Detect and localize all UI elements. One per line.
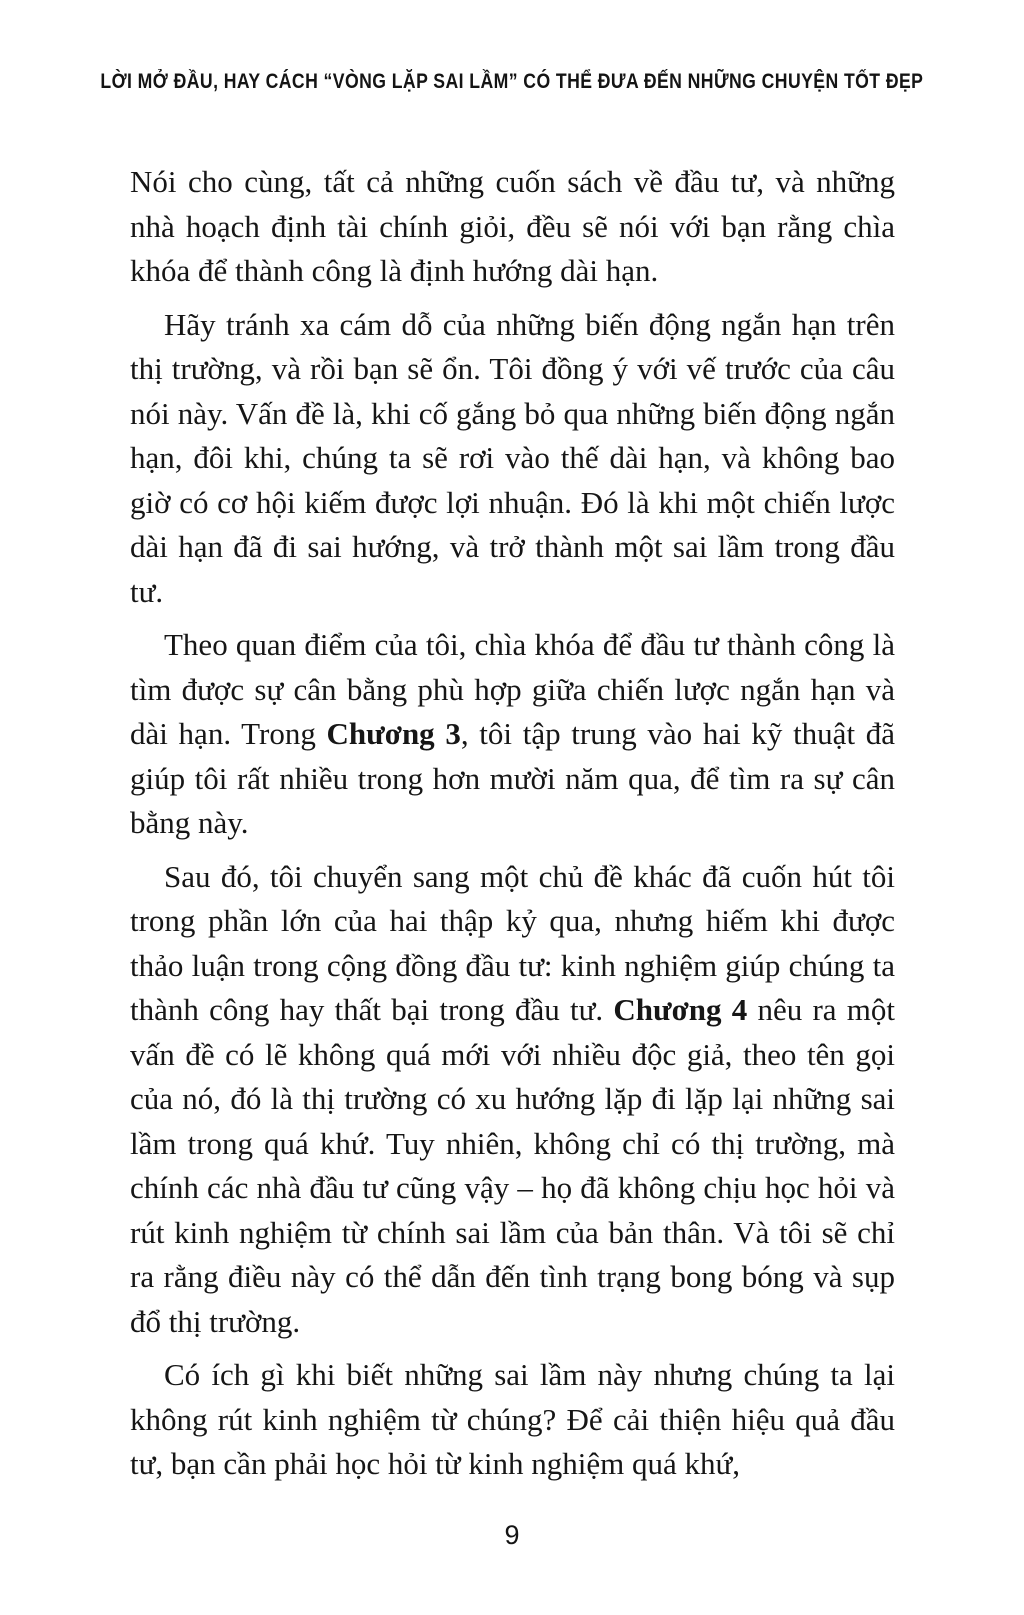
- paragraph-text: Có ích gì khi biết những sai lầm này nhưng chúng ta lại không rút kinh nghiệm từ chúng? Để cải thiện hiệu quả đầu tư, bạn cần phải học hỏi từ kinh nghiệm quá khứ,: [130, 1357, 895, 1481]
- running-header: [0, 70, 1024, 94]
- chapter-reference: Chương 4: [613, 992, 748, 1027]
- paragraph-text: Theo quan điểm của tôi, chìa khóa để đầu tư thành công là tìm được sự cân bằng phù hợp giữa chiến lược ngắn hạn và dài hạn. Trong: [130, 627, 895, 751]
- paragraph-text: Sau đó, tôi chuyển sang một chủ đề khác đã cuốn hút tôi trong phần lớn của hai thập kỷ qua, nhưng hiếm khi được thảo luận trong cộng đồng đầu tư: kinh nghiệm giúp chúng ta thành công hay thất bại trong đầu tư.: [130, 858, 895, 1027]
- paragraph-text: Hãy tránh xa cám dỗ của những biến động ngắn hạn trên thị trường, và rồi bạn sẽ ổn. Tôi đồng ý với vế trước của câu nói này. Vấn đề là, khi cố gắng bỏ qua những biến động ngắn hạn, đôi khi, chúng ta sẽ rơi vào thế dài hạn, và không bao giờ có cơ hội kiếm được lợi nhuận. Đó là khi một chiến lược dài hạn đã đi sai hướng, và trở thành một sai lầm trong đầu tư.: [130, 306, 895, 609]
- paragraph: [130, 623, 895, 846]
- paragraph-text: , tôi tập trung vào hai kỹ thuật đã giúp tôi rất nhiều trong hơn mười năm qua, để tìm ra sự cân bằng này.: [130, 716, 895, 840]
- paragraph-text: nêu ra một vấn đề có lẽ không quá mới với nhiều độc giả, theo tên gọi của nó, đó là thị trường có xu hướng lặp đi lặp lại những sai lầm trong quá khứ. Tuy nhiên, không chỉ có thị trường, mà chính các nhà đầu tư cũng vậy – họ đã không chịu học hỏi và rút kinh nghiệm từ chính sai lầm của bản thân. Và tôi sẽ chỉ ra rằng điều này có thể dẫn đến tình trạng bong bóng và sụp đổ thị trường.: [130, 992, 895, 1339]
- page-body: [130, 160, 895, 1496]
- paragraph: [130, 303, 895, 615]
- page-number: 9: [504, 1520, 520, 1550]
- paragraph: [130, 1353, 895, 1487]
- paragraph: [130, 855, 895, 1345]
- paragraph: [130, 160, 895, 294]
- running-header-text: LỜI MỞ ĐẦU, HAY CÁCH “VÒNG LẶP SAI LẦM” CÓ THỂ ĐƯA ĐẾN NHỮNG CHUYỆN TỐT ĐẸP: [100, 70, 924, 93]
- paragraph-text: Nói cho cùng, tất cả những cuốn sách về đầu tư, và những nhà hoạch định tài chính giỏi, đều sẽ nói với bạn rằng chìa khóa để thành công là định hướng dài hạn.: [130, 164, 895, 288]
- chapter-reference: Chương 3: [326, 716, 461, 751]
